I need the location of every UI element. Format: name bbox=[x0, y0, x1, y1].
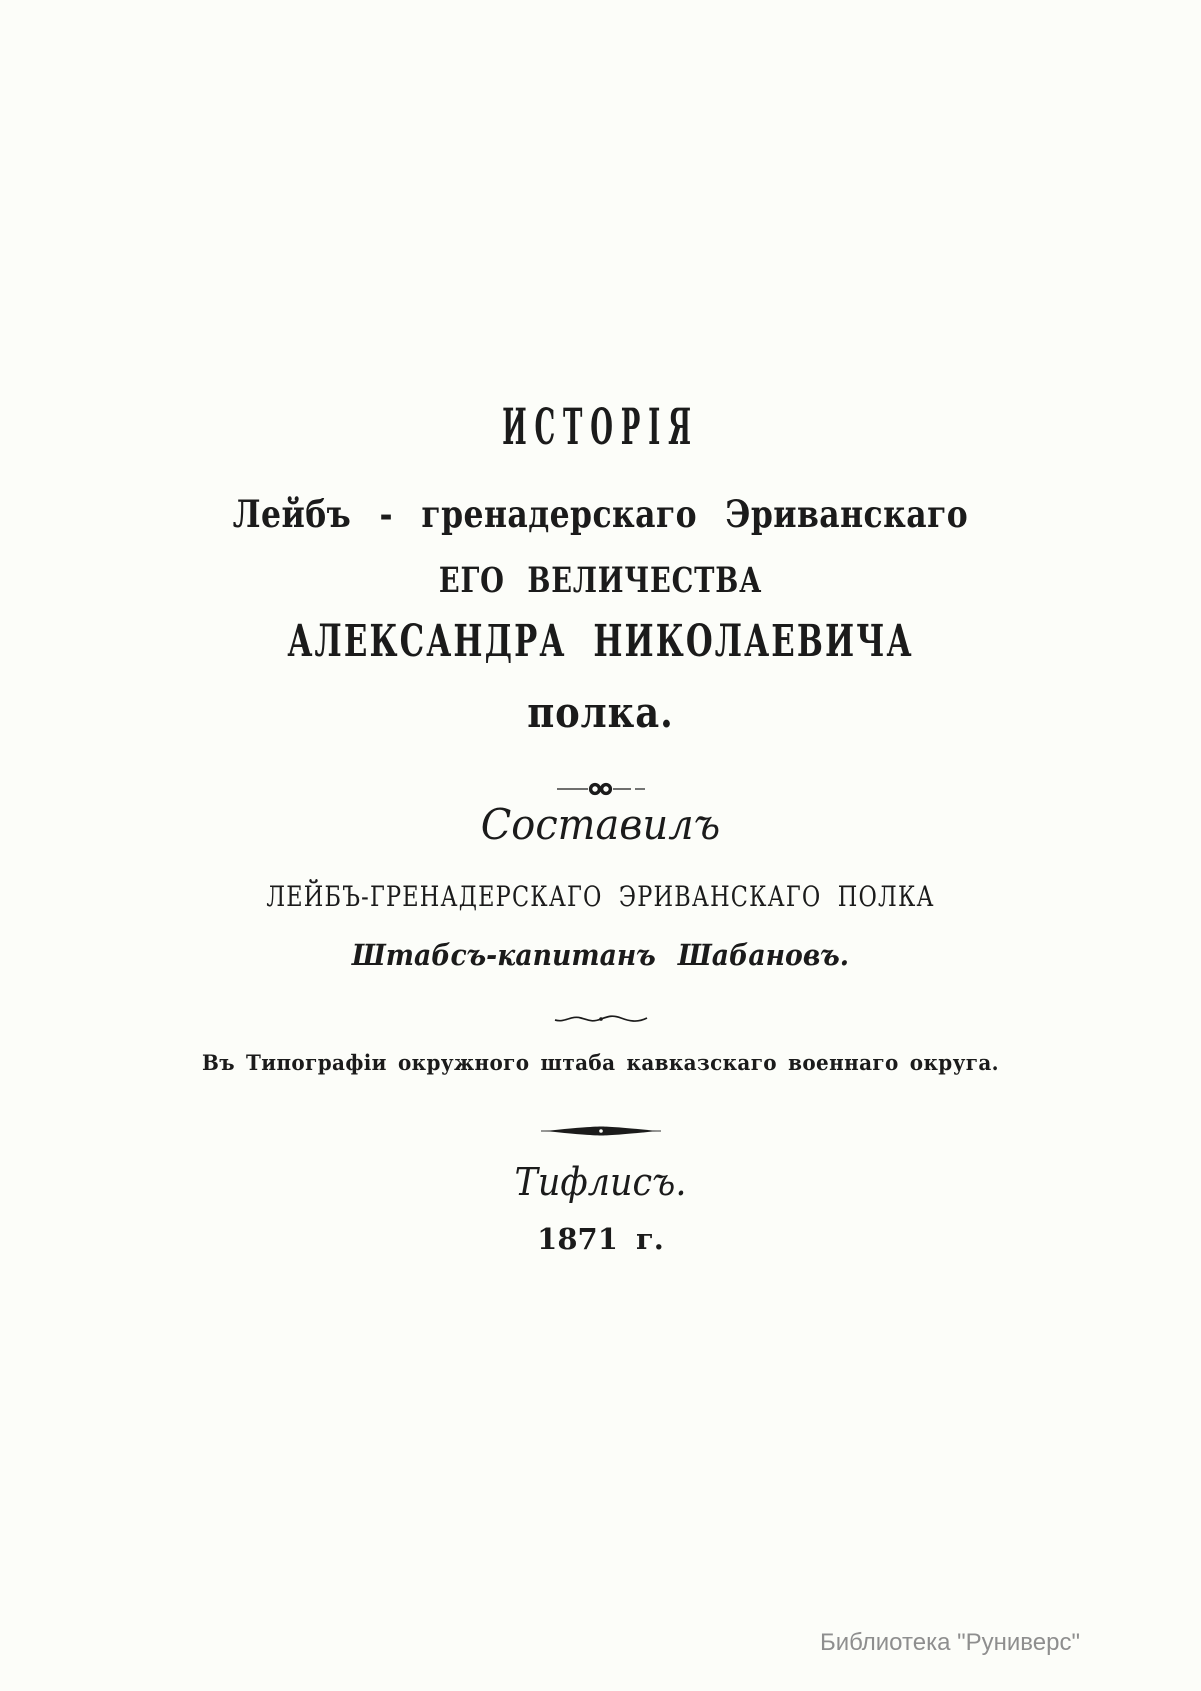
compiled-by-label: Составилъ bbox=[480, 800, 721, 849]
city-line: Тифлисъ. bbox=[514, 1160, 687, 1204]
emperor-name-line: АЛЕКСАНДРА НИКОЛАЕВИЧА bbox=[287, 616, 914, 667]
swash-divider-icon bbox=[0, 1008, 1201, 1027]
book-title: ИСТОРІЯ bbox=[502, 398, 699, 456]
compiler-regiment-line: ЛЕЙБЪ-ГРЕНАДЕРСКАГО ЭРИВАНСКАГО ПОЛКА bbox=[266, 880, 935, 913]
imprint-line: Въ Типографіи окружного штаба кавказскаго военнаго округа. bbox=[201, 1050, 1000, 1075]
year-line: 1871 г. bbox=[537, 1222, 664, 1256]
leaf-divider-icon bbox=[0, 1120, 1201, 1139]
double-scroll-divider-icon bbox=[0, 778, 1201, 798]
regiment-line: Лейбъ - гренадерскаго Эриванскаго bbox=[232, 492, 969, 536]
runiverse-library-watermark: Библиотека "Руниверс" bbox=[819, 1629, 1080, 1656]
compiler-name-line: Штабсъ-капитанъ Шабановъ. bbox=[351, 938, 850, 972]
polka-line: полка. bbox=[527, 688, 674, 737]
majesty-line: ЕГО ВЕЛИЧЕСТВА bbox=[438, 560, 763, 601]
